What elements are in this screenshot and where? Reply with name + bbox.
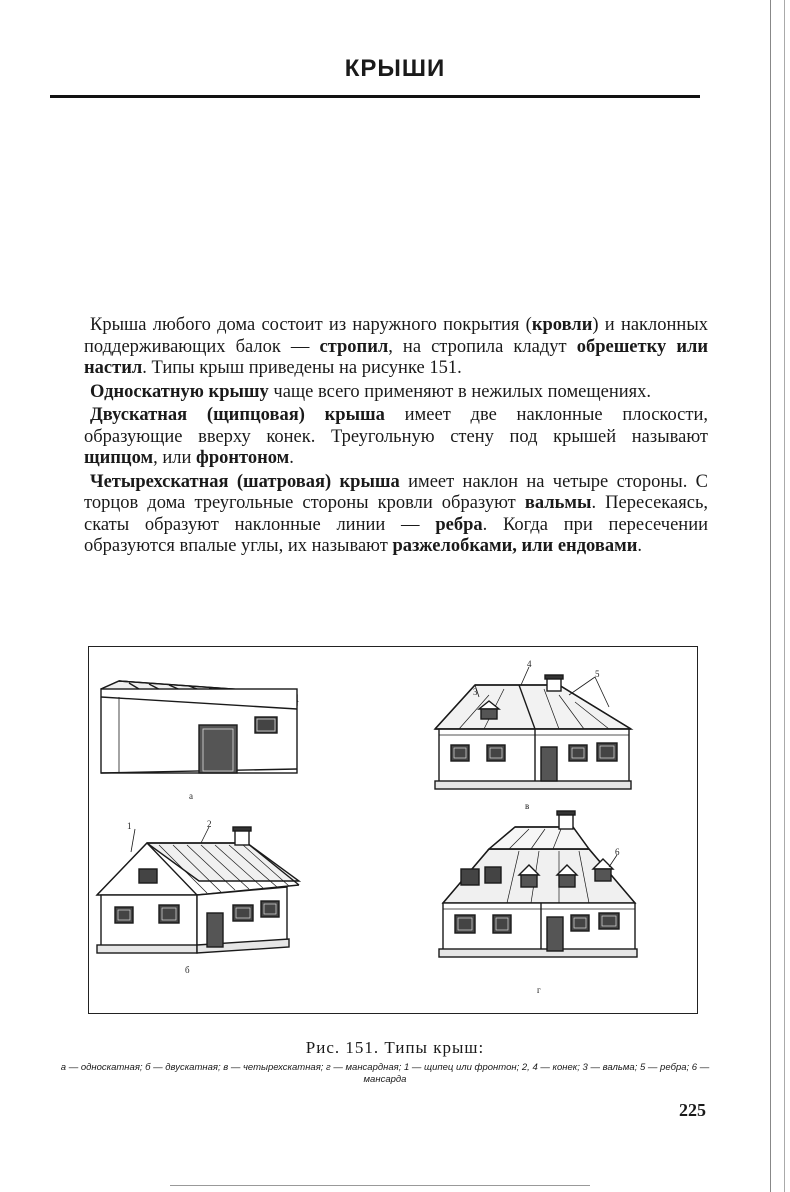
label-g: г [537,985,541,995]
term-odnoskatnaya: Односкатную крышу [90,381,269,402]
term-krovlya: кровли [531,315,593,335]
header-rule [50,95,700,98]
text: ) и наклонных поддерживающих балок — [84,315,709,357]
body-text [84,315,708,560]
label-v: в [525,801,530,811]
label-6: 6 [615,847,620,857]
label-2: 2 [207,819,212,829]
term-fronton: фронтоном [196,448,290,468]
footer-rule [170,1185,590,1186]
term-rebra: ребра [435,514,483,535]
page-edge-line [770,0,771,1192]
text: . Типы крыш приведены на рисунке 151. [142,358,462,378]
paragraph-2 [84,382,708,404]
label-a: а [189,791,193,801]
label-4: 4 [527,659,532,669]
label-b: б [185,965,190,975]
house-g-mansard [439,811,637,957]
text: , или [153,448,197,468]
paragraph-1 [84,315,708,380]
paragraph-4 [84,472,708,558]
text: имеет две наклонные плоскости, образующие вверху конек. Треугольную стену под крышей называют [84,405,708,447]
figure-151 [88,646,698,1014]
label-3: 3 [473,687,478,697]
term-stropila: стропил [319,336,389,357]
page-edge-line-2 [784,0,785,1192]
section-title: КРЫШИ [344,55,446,82]
text: . Пересекаясь, скаты образуют наклонные линии — [84,493,709,535]
text: . [289,448,294,468]
text: чаще всего применяют в нежилых помещениях. [268,381,652,402]
term-endovy: разжелобками, или ендовами [392,536,638,556]
figure-caption-title: Рис. 151. Типы крыш: [305,1038,485,1057]
term-valmy: вальмы [524,493,592,513]
page-number: 225 [679,1100,706,1120]
text: . Когда при пересечении образуются впалые углы, их называют [84,514,708,556]
text: , на стропила кладут [388,336,577,357]
term-obreshetka: обрешетку или настил [84,336,709,378]
house-b-gable [97,827,299,953]
label-1-left: 1 [127,821,132,831]
text: имеет наклон на четыре стороны. С торцов дома треугольные стороны кровли образуют [84,471,709,513]
text: Крыша любого дома состоит из наружного покрытия ( [90,315,532,335]
roof-types-illustration [89,647,697,1013]
paragraph-3 [84,405,708,470]
figure-caption-legend: а — односкатная; б — двускатная; в — четырехскатная; г — мансардная; 1 — щипец или фронтон; 2, 4 — конек; 3 — вальма; 5 — ребра; 6 — мансарда [60,1062,710,1085]
term-chetyrekhskatnaya: Четырехскатная (шатровая) крыша [90,471,400,492]
house-a-single-pitch [101,681,297,773]
house-v-hipped [435,667,631,789]
term-dvuskatnaya: Двускатная (щипцовая) крыша [90,405,385,425]
term-shchipets: щипцом [84,448,154,468]
label-5: 5 [595,669,600,679]
text: . [637,536,642,556]
